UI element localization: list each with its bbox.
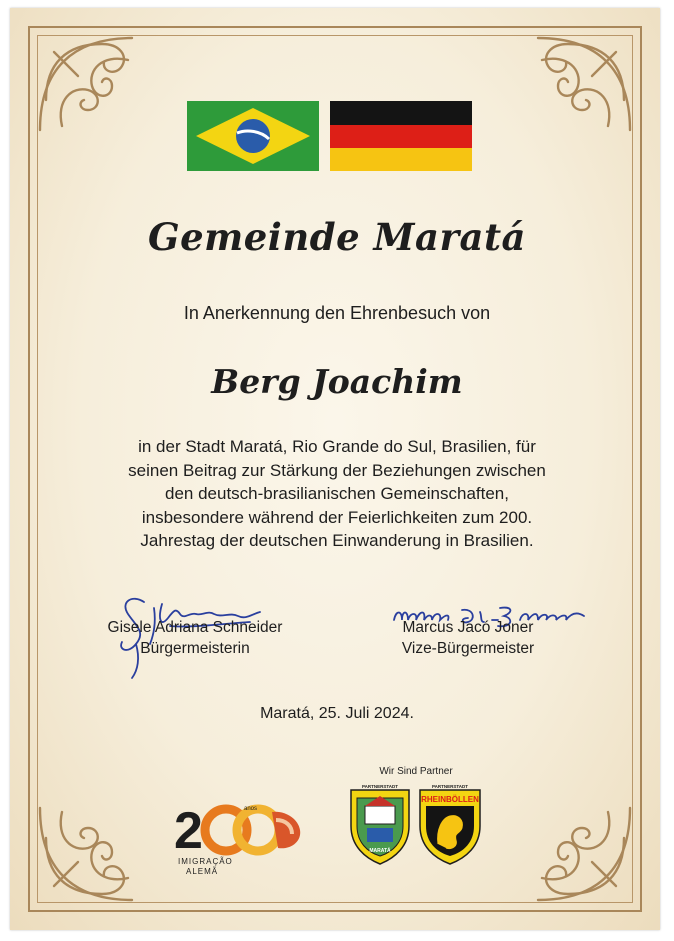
signatory-role: Vize-Bürgermeister (401, 640, 535, 657)
body-line: insbesondere während der Feierlichkeiten zum 200. (141, 507, 533, 527)
body-line: seinen Beitrag zur Stärkung der Beziehungen zwischen (128, 460, 546, 480)
corner-ornament-icon (32, 798, 142, 908)
certificate-body (0, 435, 674, 553)
signatory-mayor (80, 617, 310, 659)
corner-ornament-icon (32, 30, 142, 140)
crest-name-label: RHEINBÖLLEN (421, 795, 479, 804)
signatory-name: Gisele Adriana Schneider (107, 619, 283, 636)
body-line: Jahrestag der deutschen Einwanderung in Brasilien. (140, 531, 534, 550)
signatory-name: Marcus Jacó Joner (402, 619, 534, 636)
certificate-title: Gemeinde Maratá (147, 215, 527, 259)
brazil-flag-icon (187, 101, 319, 171)
marata-crest-icon (345, 782, 415, 866)
crest-top-label: PARTNERSTADT (361, 784, 399, 789)
crest-bottom-label: MARATÁ (369, 848, 391, 854)
germany-flag-icon (330, 101, 472, 171)
svg-text:2: 2 (174, 802, 203, 860)
logo-line2: ALEMÃ (186, 867, 219, 876)
issue-date: Maratá, 25. Juli 2024. (260, 705, 414, 722)
partners-label: Wir Sind Partner (379, 766, 453, 777)
signatory-vice-mayor (373, 617, 563, 659)
crest-top-label: PARTNERSTADT (431, 784, 469, 789)
corner-ornament-icon (528, 798, 638, 908)
body-line: in der Stadt Maratá, Rio Grande do Sul, Brasilien, für (138, 437, 536, 456)
logo-line1: IMIGRAÇÃO (178, 857, 233, 866)
rheinboellen-crest-icon (414, 782, 486, 866)
honoree-name: Berg Joachim (211, 362, 463, 401)
imigracao-200-logo-icon (172, 790, 312, 878)
certificate-subtitle: In Anerkennung den Ehrenbesuch von (183, 303, 491, 323)
corner-ornament-icon (528, 30, 638, 140)
body-line: den deutsch-brasilianischen Gemeinschaften, (165, 484, 509, 503)
signatory-role: Bürgermeisterin (140, 640, 250, 657)
logo-unit: anos (244, 806, 258, 812)
